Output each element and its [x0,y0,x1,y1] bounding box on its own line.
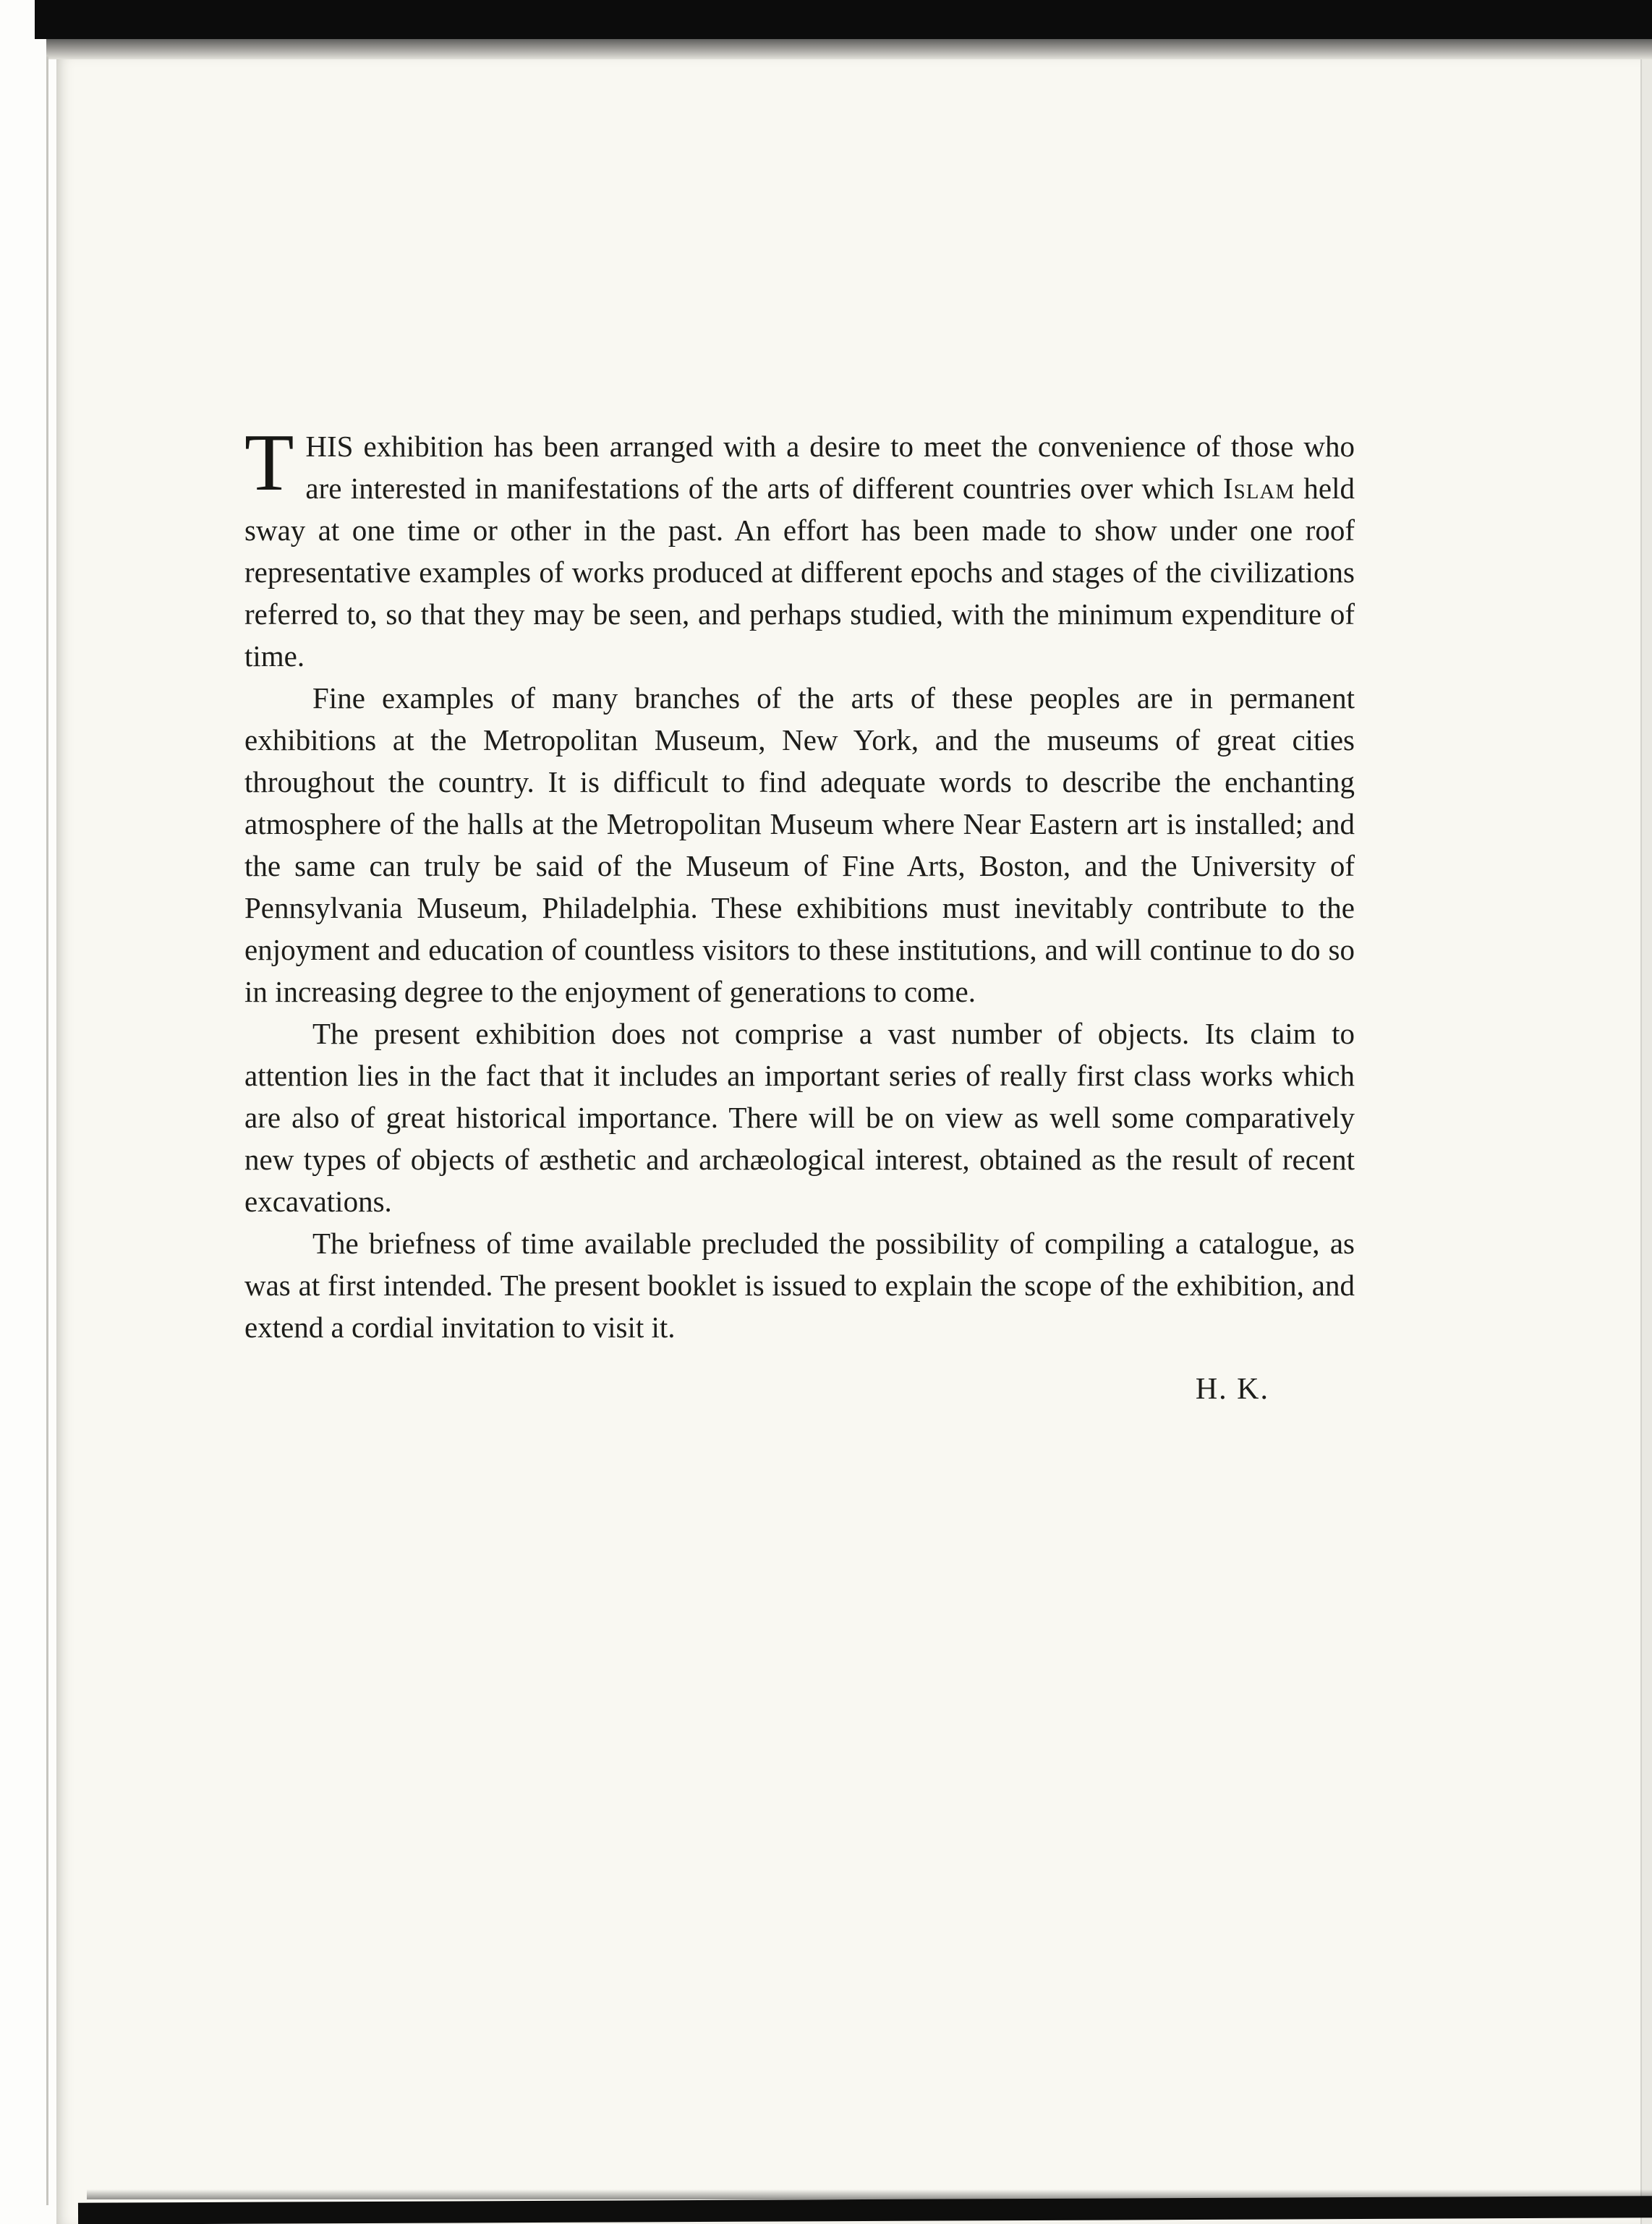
scan-left-margin [0,39,46,2224]
scan-top-band [35,0,1652,39]
page-right-edge [1640,59,1652,2224]
scan-top-texture [30,39,1652,59]
drop-cap: T [244,418,294,508]
spine-crease [46,56,48,2205]
paragraph: The present exhibition does not comprise a vast number of objects. Its claim to attention lies in the fact that it includes an important series of really first class works which are also of great historical importance. There will be on view as well some comparatively new types of objects of æsthetic and archæological interest, obtained as the result of recent excavations. [244,1017,1355,1218]
scan-top-corner [0,0,35,39]
smallcaps-word: Islam [1222,472,1295,505]
page-text [244,418,1355,1410]
paragraph: The briefness of time available precluded the possibility of compiling a catalogue, as was at first intended. The present booklet is issued to explain the scope of the exhibition, and extend a cordial invitation to visit it. [244,1227,1355,1344]
paragraph: Fine examples of many branches of the arts of these peoples are in permanent exhibitions at the Metropolitan Museum, New York, and the museums of great cities throughout the country. It is difficult to find adequate words to describe the enchanting atmosphere of the halls at the Metropolitan Museum where Near Eastern art is installed; and the same can truly be said of the Museum of Fine Arts, Boston, and the University of Pennsylvania Museum, Philadelphia. These exhibitions must inevitably contribute to the enjoyment and education of countless visitors to these institutions, and will continue to do so in increasing degree to the enjoyment of generations to come. [244,681,1355,1008]
paragraph: THIS exhibition has been arranged with a desire to meet the convenience of those who are interested in manifestations of the arts of different countries over which Islam held sway at one time or other in the past. An effort has been made to show under one roof representative examples of works produced at different epochs and stages of the civilizations referred to, so that they may be seen, and perhaps studied, with the minimum expenditure of time. [244,418,1355,673]
signature: H. K. [1195,1373,1269,1406]
